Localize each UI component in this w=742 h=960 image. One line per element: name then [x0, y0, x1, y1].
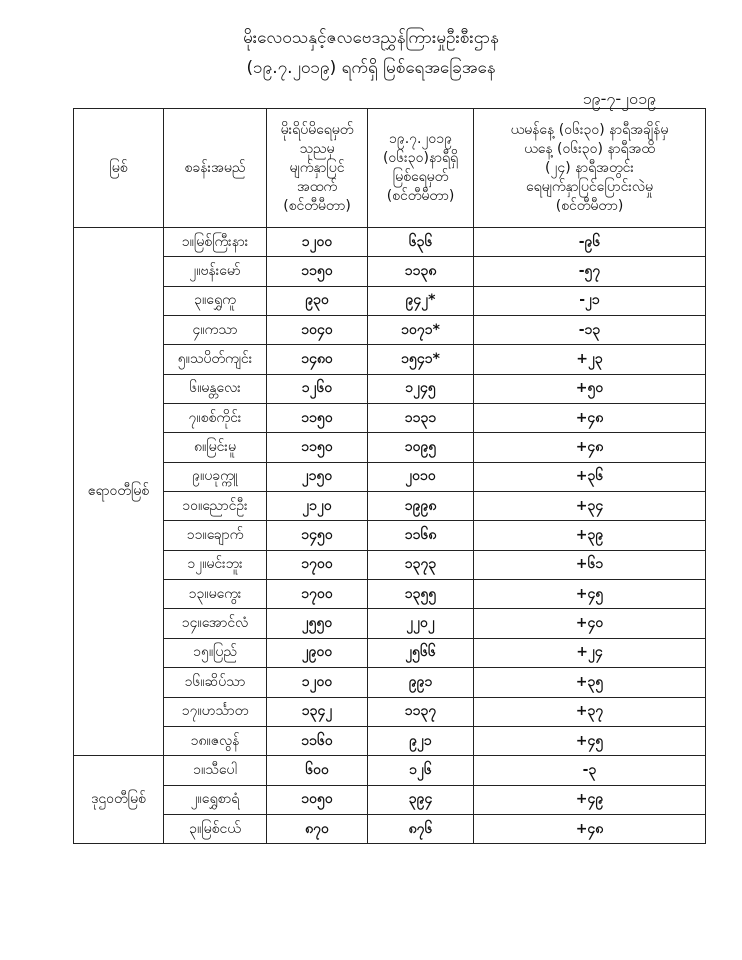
table-row — [74, 492, 706, 521]
current-level-cell: ၁၁၆၈ — [368, 521, 474, 550]
table-row — [74, 814, 706, 843]
table-row — [74, 521, 706, 550]
level-change-cell: +၂၄ — [474, 638, 706, 667]
level-change-cell: +၃၅ — [474, 668, 706, 697]
level-change-cell: +၄၈ — [474, 814, 706, 843]
level-change-cell: +၄၉ — [474, 785, 706, 814]
table-row — [74, 228, 706, 257]
station-cell: ၁၂။မင်းဘူး — [164, 550, 267, 579]
danger-level-cell: ၁၂၀၀ — [267, 668, 368, 697]
station-cell: ၁။သီပေါ — [164, 756, 267, 785]
danger-level-cell: ၁၇၀၀ — [267, 580, 368, 609]
station-cell: ၄။ကသာ — [164, 316, 267, 345]
danger-level-cell: ၂၁၂၀ — [267, 492, 368, 521]
level-change-cell: -၁၃ — [474, 316, 706, 345]
table-row — [74, 462, 706, 491]
level-change-cell: +၄၅ — [474, 580, 706, 609]
level-change-cell: +၄၈ — [474, 404, 706, 433]
station-cell: ၁၈။ဇလွန် — [164, 726, 267, 755]
station-cell: ၁၁။ချောက် — [164, 521, 267, 550]
station-cell: ၁၃။မကွေး — [164, 580, 267, 609]
table-row — [74, 609, 706, 638]
table-row — [74, 345, 706, 374]
column-header-danger-level: မိုးရိပ်မိရေမှတ် သုညမှ မျက်နှာပြင် အထက် (စင်တီမီတာ) — [267, 109, 368, 228]
table-row — [74, 580, 706, 609]
current-level-cell: ၁၃၅၅ — [368, 580, 474, 609]
page-subtitle: (၁၉.၇.၂၀၁၉) ရက်ရှိ မြစ်ရေအခြေအနေ — [246, 58, 496, 78]
current-level-cell: ၁၁၃၈ — [368, 257, 474, 286]
station-cell: ၉။ပခုက္ကူ — [164, 462, 267, 491]
danger-level-cell: ၂၅၅၀ — [267, 609, 368, 638]
table-row — [74, 668, 706, 697]
level-change-cell: +၄၈ — [474, 433, 706, 462]
danger-level-cell: ၁၂၀၀ — [267, 228, 368, 257]
station-cell: ၂။ရွှေစာရံ — [164, 785, 267, 814]
danger-level-cell: ၁၇၀၀ — [267, 550, 368, 579]
station-cell: ၁၅။ပြည် — [164, 638, 267, 667]
danger-level-cell: ၂၉၀၀ — [267, 638, 368, 667]
level-change-cell: +၅၀ — [474, 374, 706, 403]
station-cell: ၁၇။ဟင်္သာတ — [164, 697, 267, 726]
danger-level-cell: ၁၂၆၀ — [267, 374, 368, 403]
current-level-cell: ၁၉၉၈ — [368, 492, 474, 521]
current-level-cell: ၉၂၁ — [368, 726, 474, 755]
table-row — [74, 550, 706, 579]
column-header-station: စခန်းအမည် — [164, 109, 267, 228]
danger-level-cell: ၉၃၀ — [267, 286, 368, 315]
level-change-cell: -၅၇ — [474, 257, 706, 286]
table-row — [74, 374, 706, 403]
danger-level-cell: ၈၇၀ — [267, 814, 368, 843]
station-cell: ၁၆။ဆိပ်သာ — [164, 668, 267, 697]
current-level-cell: ၃၉၄ — [368, 785, 474, 814]
danger-level-cell: ၆၀၀ — [267, 756, 368, 785]
column-header-change: ယမန်နေ့ (၀၆း၃၀) နာရီအချိန်မှ ယနေ့ (၀၆း၃၀) နာရီအထိ (၂၄) နာရီအတွင်း ရေမျက်နှာပြင်ပြောင်းလဲမှု (စင်တီမီတာ) — [474, 109, 706, 228]
current-level-cell: ၆၃၆ — [368, 228, 474, 257]
danger-level-cell: ၁၀၄၀ — [267, 316, 368, 345]
station-cell: ၂။ဗန်းမော် — [164, 257, 267, 286]
level-change-cell: +၄၅ — [474, 726, 706, 755]
current-level-cell: ၁၀၉၅ — [368, 433, 474, 462]
danger-level-cell: ၁၁၅၀ — [267, 433, 368, 462]
current-level-cell: ၁၂၄၅ — [368, 374, 474, 403]
danger-level-cell: ၁၁၆၀ — [267, 726, 368, 755]
table-header-row — [74, 109, 706, 228]
danger-level-cell: ၁၃၄၂ — [267, 697, 368, 726]
column-header-river: မြစ် — [74, 109, 164, 228]
level-change-cell: -၉၆ — [474, 228, 706, 257]
page-title: မိုးလေဝသနှင့်ဇလဗေဒညွှန်ကြားမှုဦးစီးဌာန — [243, 28, 499, 48]
current-level-cell: ၁၁၃၁ — [368, 404, 474, 433]
current-level-cell: ၁၀၇၁* — [368, 316, 474, 345]
danger-level-cell: ၁၀၅၀ — [267, 785, 368, 814]
level-change-cell: +၃၇ — [474, 697, 706, 726]
table-row — [74, 726, 706, 755]
level-change-cell: +၃၉ — [474, 521, 706, 550]
table-row — [74, 433, 706, 462]
danger-level-cell: ၁၄၈၀ — [267, 345, 368, 374]
table-row — [74, 257, 706, 286]
level-change-cell: +၃၆ — [474, 462, 706, 491]
danger-level-cell: ၁၁၅၀ — [267, 257, 368, 286]
current-level-cell: ၁၂၆ — [368, 756, 474, 785]
table-row — [74, 638, 706, 667]
current-level-cell: ၁၁၃၇ — [368, 697, 474, 726]
table-row — [74, 697, 706, 726]
table-row — [74, 756, 706, 785]
column-header-current-level: ၁၉.၇.၂၀၁၉ (၀၆း၃၀)နာရီရှိ မြစ်ရေမှတ် (စင်တီမီတာ) — [368, 109, 474, 228]
station-cell: ၅။သပိတ်ကျင်း — [164, 345, 267, 374]
report-date: ၁၉-၇-၂၀၁၉ — [582, 89, 656, 108]
table-row — [74, 404, 706, 433]
station-cell: ၆။မန္တလေး — [164, 374, 267, 403]
river-name-cell: ဒုဌဝတီမြစ် — [74, 756, 164, 844]
station-cell: ၁၀။ညောင်ဦး — [164, 492, 267, 521]
table-row — [74, 286, 706, 315]
current-level-cell: ၁၃၇၃ — [368, 550, 474, 579]
river-level-table — [73, 108, 706, 844]
current-level-cell: ၂၅၆၆ — [368, 638, 474, 667]
table-row — [74, 785, 706, 814]
level-change-cell: +၂၃ — [474, 345, 706, 374]
danger-level-cell: ၁၁၅၀ — [267, 404, 368, 433]
level-change-cell: +၃၄ — [474, 492, 706, 521]
danger-level-cell: ၁၄၅၀ — [267, 521, 368, 550]
station-cell: ၈။မြင်းမူ — [164, 433, 267, 462]
danger-level-cell: ၂၁၅၀ — [267, 462, 368, 491]
station-cell: ၇။စစ်ကိုင်း — [164, 404, 267, 433]
river-name-cell: ဧရာဝတီမြစ် — [74, 228, 164, 756]
current-level-cell: ၉၄၂* — [368, 286, 474, 315]
level-change-cell: +၄၀ — [474, 609, 706, 638]
station-cell: ၁။မြစ်ကြီးနား — [164, 228, 267, 257]
current-level-cell: ၁၅၄၁* — [368, 345, 474, 374]
level-change-cell: +၆၁ — [474, 550, 706, 579]
current-level-cell: ၈၇၆ — [368, 814, 474, 843]
station-cell: ၃။မြစ်ငယ် — [164, 814, 267, 843]
station-cell: ၁၄။အောင်လံ — [164, 609, 267, 638]
level-change-cell: -၂၁ — [474, 286, 706, 315]
current-level-cell: ၂၂၀၂ — [368, 609, 474, 638]
level-change-cell: -၃ — [474, 756, 706, 785]
current-level-cell: ၉၉၁ — [368, 668, 474, 697]
table-row — [74, 316, 706, 345]
station-cell: ၃။ရွှေကူ — [164, 286, 267, 315]
current-level-cell: ၂၀၁၀ — [368, 462, 474, 491]
